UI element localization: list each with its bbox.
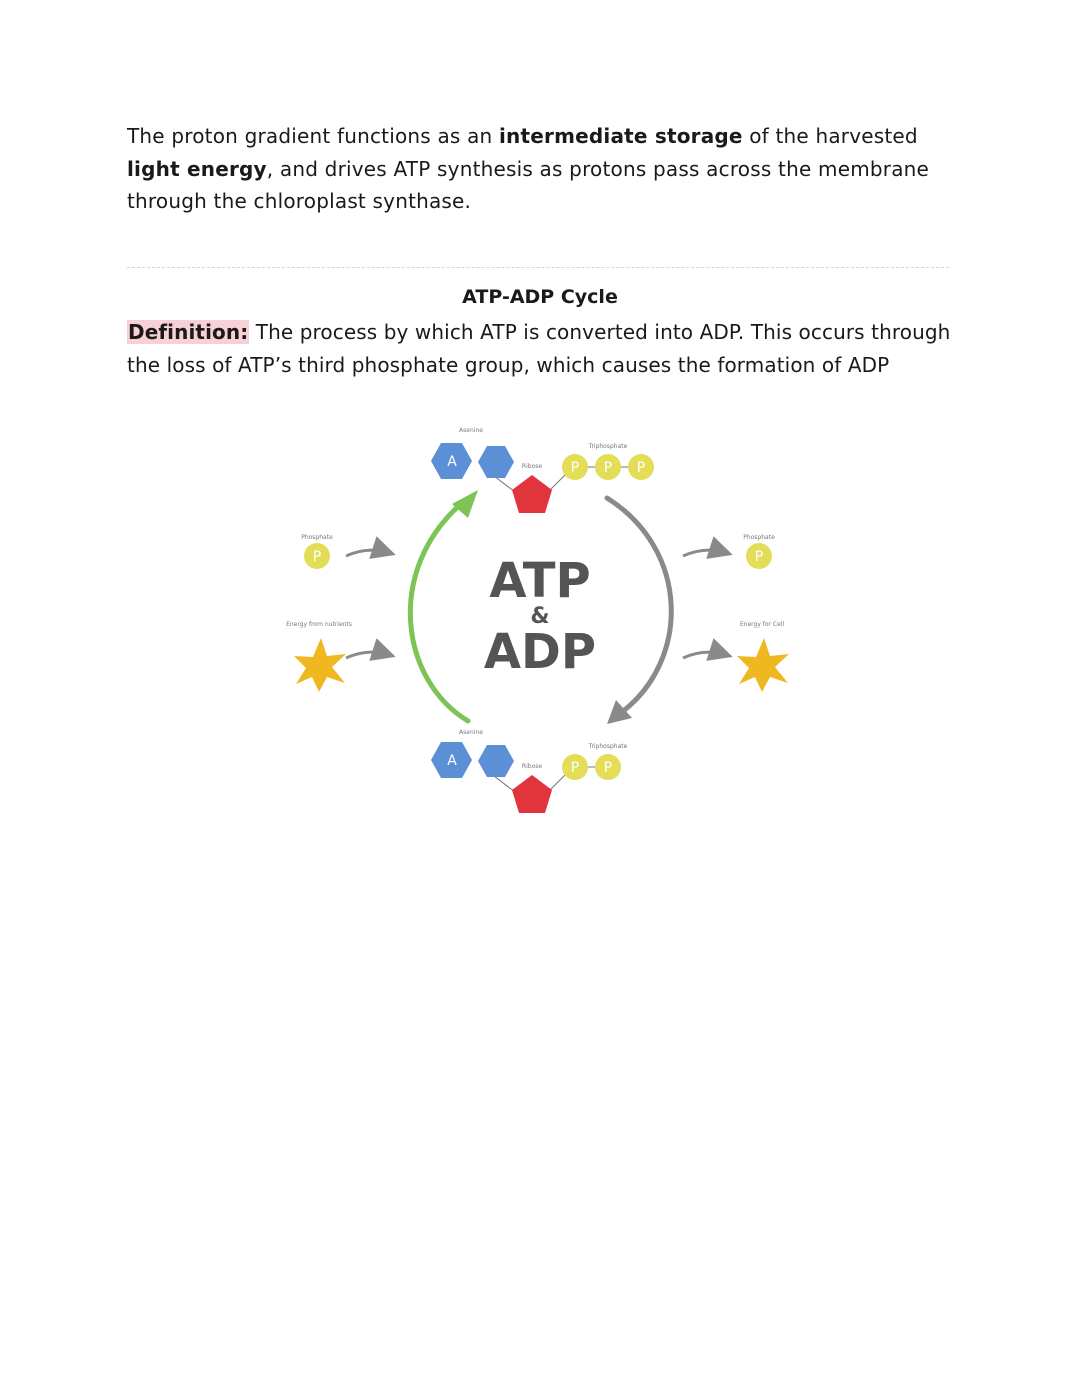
center-adp: ADP (483, 624, 597, 680)
right-energy-arrow (683, 652, 727, 658)
adp-adenine-ring-2 (478, 745, 514, 777)
left-phosphate-letter: P (312, 549, 322, 565)
green-arrowhead (452, 490, 478, 518)
atp-adenine-label: Asenine (459, 427, 483, 434)
adp-ribose (512, 775, 552, 813)
atp-adenine-ring-2 (478, 446, 514, 478)
right-phosphate-letter: P (754, 549, 764, 565)
intro-text-3: , and drives ATP synthesis as protons pass across the membrane through the chloroplast synthase. (127, 156, 930, 213)
center-atp: ATP (489, 553, 591, 609)
atp-ribose (512, 475, 552, 513)
intro-paragraph (127, 120, 957, 218)
intro-text-2: of the harvested (742, 124, 918, 148)
intro-bold-2: light energy (127, 156, 267, 181)
adp-ribose-label: Ribose (521, 763, 543, 770)
left-energy-arrow (346, 652, 390, 658)
atp-phosphate-2-letter: P (603, 460, 613, 476)
adp-molecule (431, 729, 628, 813)
atp-adenine-letter: A (447, 454, 457, 470)
right-energy-label: Energy for Cell (739, 621, 785, 628)
definition-paragraph (127, 316, 957, 381)
intro-text-1: The proton gradient functions as an (127, 124, 499, 148)
adp-phosphate-group-label: Triphosphate (588, 743, 628, 750)
adp-phosphate-2-letter: P (603, 760, 613, 776)
atp-phosphate-3-letter: P (636, 460, 646, 476)
right-phosphate-label: Phosphate (743, 534, 775, 541)
gray-cycle-arrow (607, 498, 671, 712)
right-energy-star-icon (737, 638, 789, 692)
left-phosphate-label: Phosphate (301, 534, 333, 541)
definition-text: The process by which ATP is converted into ADP. This occurs through the loss of ATP’s third phosphate group, which causes the formation of ADP (127, 320, 951, 377)
atp-ribose-label: Ribose (521, 463, 543, 470)
section-divider (127, 267, 949, 268)
left-phosphate-arrow (346, 550, 390, 556)
right-phosphate-arrow (683, 550, 727, 556)
definition-label: Definition: (128, 320, 249, 344)
center-ampersand: & (530, 604, 550, 629)
intro-bold-1: intermediate storage (499, 124, 743, 148)
atp-adp-cycle-diagram (280, 418, 800, 818)
atp-phosphate-1-letter: P (570, 460, 580, 476)
adp-adenine-letter: A (447, 753, 457, 769)
left-energy-label: Energy from nutrients (286, 621, 352, 628)
section-heading: ATP-ADP Cycle (462, 286, 618, 308)
atp-phosphate-group-label: Triphosphate (588, 443, 628, 450)
adp-adenine-label: Asenine (459, 729, 483, 736)
adp-phosphate-1-letter: P (570, 760, 580, 776)
left-energy-star-icon (294, 638, 346, 692)
green-cycle-arrow (410, 503, 468, 721)
